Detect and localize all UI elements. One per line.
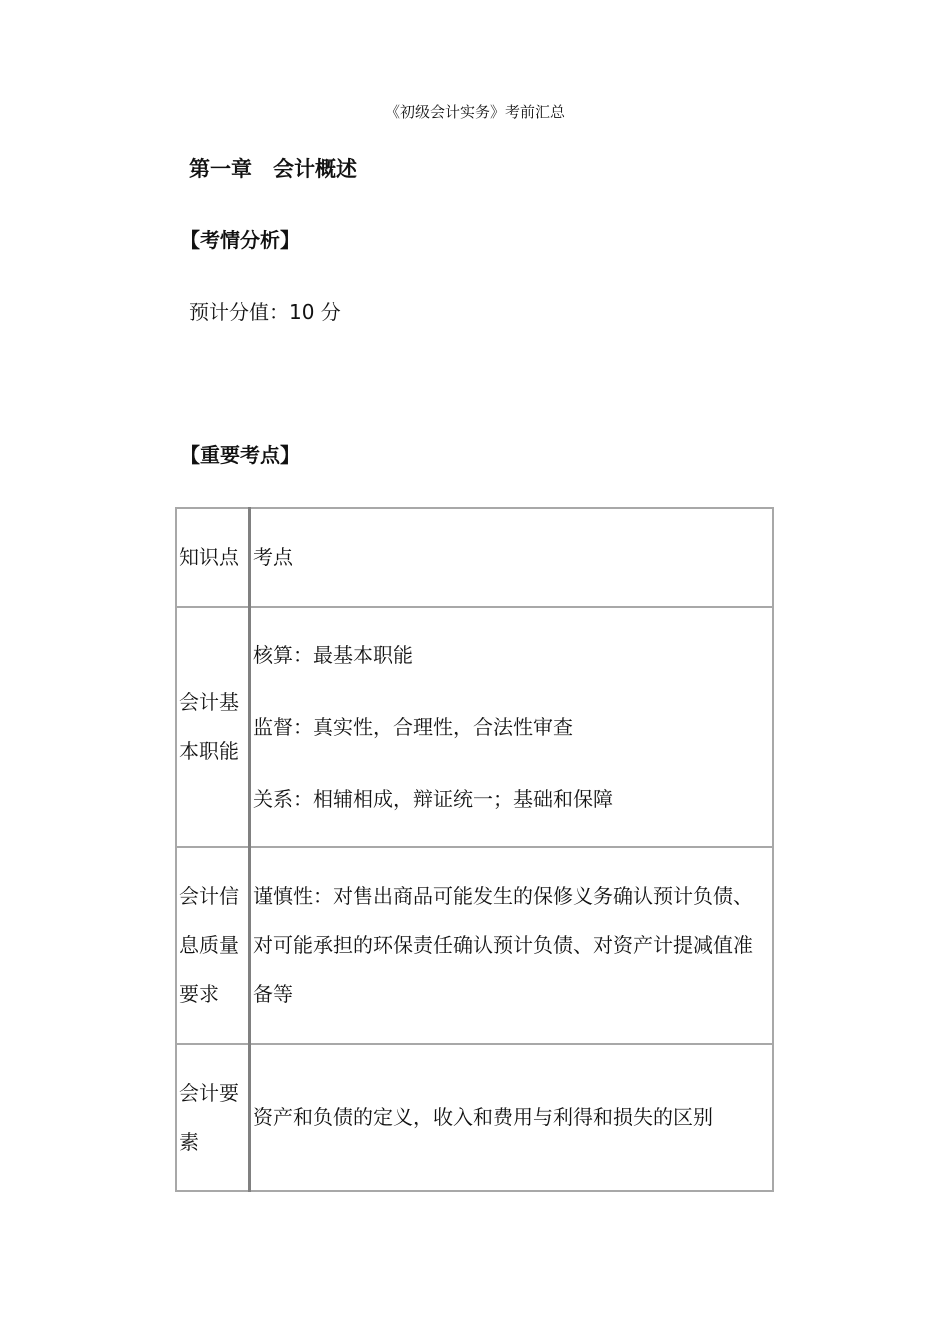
- chapter-heading: 第一章 会计概述: [189, 157, 357, 181]
- point-line: 关系：相辅相成，辩证统一；基础和保障: [253, 787, 613, 811]
- row-topic: 会计要素: [176, 1044, 250, 1191]
- point-line: 核算：最基本职能: [253, 643, 413, 667]
- header-exam-point: 考点: [250, 508, 774, 607]
- table-row: [176, 1044, 773, 1191]
- key-points-table: [175, 507, 774, 1192]
- table-row: [176, 847, 773, 1044]
- table-header-row: [176, 508, 773, 607]
- point-line: 监督：真实性，合理性，合法性审查: [253, 715, 573, 739]
- exam-analysis-heading: 【考情分析】: [180, 228, 300, 252]
- header-knowledge-point: 知识点: [176, 508, 250, 607]
- row-points: [250, 607, 774, 847]
- point-line: 谨慎性：对售出商品可能发生的保修义务确认预计负债、对可能承担的环保责任确认预计负债、对资产计提减值准备等: [253, 884, 753, 1006]
- row-topic: 会计基本职能: [176, 607, 250, 847]
- key-points-heading: 【重要考点】: [180, 443, 300, 467]
- expected-score: 预计分值：10 分: [189, 300, 341, 324]
- table-row: [176, 607, 773, 847]
- row-points: [250, 847, 774, 1044]
- point-line: 资产和负债的定义，收入和费用与利得和损失的区别: [253, 1105, 713, 1129]
- row-topic: 会计信息质量要求: [176, 847, 250, 1044]
- row-points: [250, 1044, 774, 1191]
- document-title: 《初级会计实务》考前汇总: [384, 103, 565, 121]
